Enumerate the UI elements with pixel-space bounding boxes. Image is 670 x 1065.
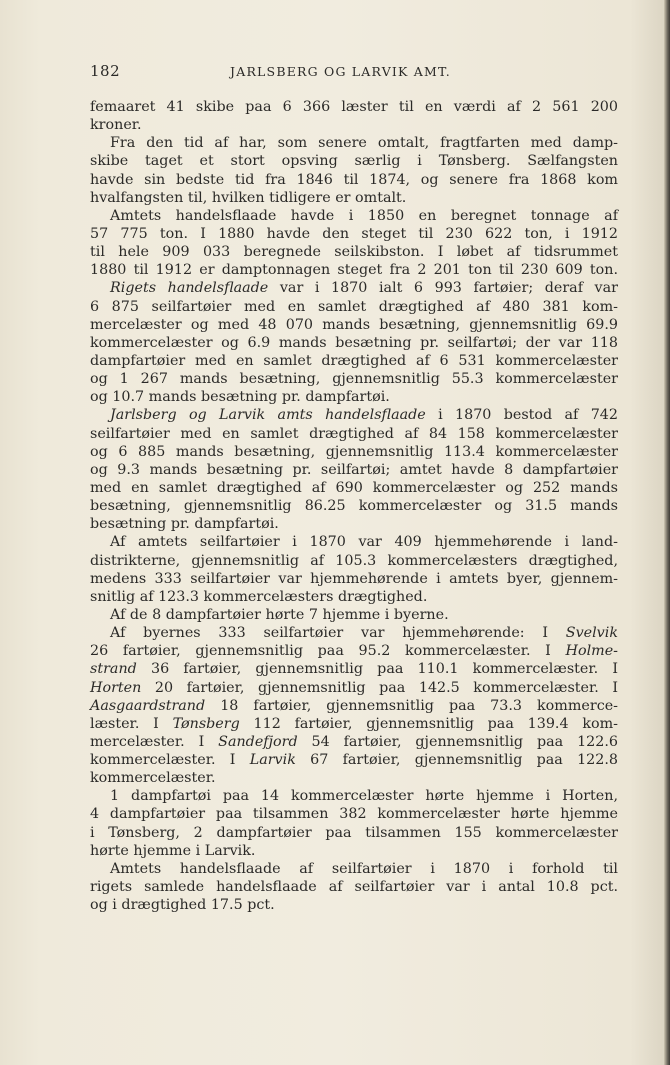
text-line: og i drægtighed 17.5 pct. — [90, 897, 275, 914]
text-line — [90, 697, 618, 715]
text-line: kommercelæster og 6.9 mands besætning pr. seilfartøi; der var 118 — [90, 334, 618, 351]
text-line: femaaret 41 skibe paa 6 366 læster til en værdi af 2 561 200 — [90, 99, 618, 115]
page-edge — [664, 0, 670, 1065]
text-line: besætning, gjennemsnitlig 86.25 kommercelæster og 31.5 mands — [90, 498, 618, 515]
italic-phrase: Jarlsberg og Larvik amts handelsflaade — [110, 407, 426, 424]
line-remainder: 67 fartøier, gjennemsnitlig paa 122.8 — [295, 752, 619, 769]
line-remainder: 112 fartøier, gjennemsnitlig paa 139.4 kom- — [239, 715, 618, 732]
text-line: havde sin bedste tid fra 1846 til 1874, og senere fra 1868 kom — [90, 171, 618, 188]
line-remainder: 18 fartøier, gjennemsnitlig paa 73.3 kommerce- — [205, 697, 618, 714]
text-line — [90, 733, 618, 751]
text-line — [90, 660, 618, 678]
text-line: og 6 885 mands besætning, gjennemsnitlig 113.4 kommercelæster — [90, 443, 618, 460]
italic-phrase: Rigets handelsflaade — [110, 280, 269, 297]
line-text: mercelæster. I — [90, 733, 219, 750]
italic-phrase: Larvik — [249, 752, 296, 769]
text-line: Af amtets seilfartøier i 1870 var 409 hjemmehørende i land- — [110, 534, 618, 551]
line-remainder: i 1870 bestod af 742 — [425, 407, 618, 424]
text-line: 57 775 ton. I 1880 havde den steget til 230 622 ton, i 1912 — [90, 225, 618, 242]
text-line: til hele 909 033 beregnede seilskibston. I løbet af tidsrummet — [90, 244, 618, 261]
text-line: Af de 8 dampfartøier hørte 7 hjemme i byerne. — [110, 606, 449, 623]
text-line: snitlig af 123.3 kommercelæsters drægtighed. — [90, 588, 428, 605]
text-line: mercelæster og med 48 070 mands besætning, gjennemsnitlig 69.9 — [90, 316, 618, 333]
line-remainder: 20 fartøier, gjennemsnitlig paa 142.5 kommercelæster. I — [141, 679, 618, 696]
text-line: med en samlet drægtighed af 690 kommercelæster og 252 mands — [90, 479, 618, 496]
text-line — [90, 751, 618, 769]
italic-phrase: Horten — [90, 679, 142, 696]
line-text: 26 fartøier, gjennemsnitlig paa 95.2 kommercelæster. I — [90, 643, 566, 660]
line-text: kommercelæster. I — [90, 752, 250, 769]
body-text — [90, 98, 618, 914]
text-line: Amtets handelsflaade af seilfartøier i 1870 i forhold til — [110, 860, 618, 877]
text-line: dampfartøier med en samlet drægtighed af 6 531 kommercelæster — [90, 352, 618, 369]
italic-phrase: Aasgaardstrand — [90, 697, 206, 714]
text-line: Fra den tid af har, som senere omtalt, fragtfarten med damp- — [110, 135, 618, 152]
italic-phrase: strand — [90, 661, 137, 678]
text-line: 1880 til 1912 er damptonnagen steget fra 2 201 ton til 230 609 ton. — [90, 262, 618, 279]
line-text: Af byernes 333 seilfartøier var hjemmehørende: I — [110, 625, 566, 642]
text-line — [90, 624, 618, 642]
text-line — [90, 679, 618, 697]
text-line — [90, 715, 618, 733]
text-line — [90, 406, 618, 424]
italic-phrase: Holme- — [565, 643, 618, 660]
line-remainder: 36 fartøier, gjennemsnitlig paa 110.1 kommercelæster. I — [136, 661, 618, 678]
line-remainder: 54 fartøier, gjennemsnitlig paa 122.6 — [297, 733, 618, 750]
text-line: 4 dampfartøier paa tilsammen 382 kommercelæster hørte hjemme — [90, 806, 618, 823]
text-line: Amtets handelsflaade havde i 1850 en beregnet tonnage af — [110, 207, 618, 224]
text-line — [90, 642, 618, 660]
line-text: læster. I — [90, 715, 173, 732]
text-line: 1 dampfartøi paa 14 kommercelæster hørte hjemme i Horten, — [110, 788, 618, 805]
text-line: og 10.7 mands besætning pr. dampfartøi. — [90, 389, 390, 406]
text-line — [90, 279, 618, 297]
text-line: medens 333 seilfartøier var hjemmehørende i amtets byer, gjennem- — [90, 570, 618, 587]
text-line: kommercelæster. — [90, 770, 216, 787]
text-line: og 1 267 mands besætning, gjennemsnitlig 55.3 kommercelæster — [90, 371, 618, 388]
line-remainder: var i 1870 ialt 6 993 fartøier; deraf var — [268, 280, 618, 297]
text-line: hørte hjemme i Larvik. — [90, 842, 256, 859]
italic-phrase: Sandefjord — [218, 733, 298, 750]
text-line: distrikterne, gjennemsnitlig af 105.3 kommercelæsters drægtighed, — [90, 552, 618, 569]
text-line: rigets samlede handelsflaade af seilfartøier var i antal 10.8 pct. — [90, 879, 618, 896]
page-number: 182 — [90, 62, 121, 80]
text-line: seilfartøier med en samlet drægtighed af 84 158 kommercelæster — [90, 425, 618, 442]
text-line: kroner. — [90, 117, 142, 134]
italic-phrase: Tønsberg — [172, 715, 240, 732]
page-header — [90, 62, 643, 86]
text-line: i Tønsberg, 2 dampfartøier paa tilsammen 155 kommercelæster — [90, 824, 618, 841]
running-title: JARLSBERG OG LARVIK AMT. — [230, 64, 451, 79]
text-line: og 9.3 mands besætning pr. seilfartøi; amtet havde 8 dampfartøier — [90, 461, 618, 478]
text-line: hvalfangsten til, hvilken tidligere er omtalt. — [90, 189, 407, 206]
text-line: besætning pr. dampfartøi. — [90, 516, 279, 533]
text-line: 6 875 seilfartøier med en samlet drægtighed af 480 381 kom- — [90, 298, 618, 315]
text-line: skibe taget et stort opsving særlig i Tønsberg. Sælfangsten — [90, 153, 618, 170]
italic-phrase: Svelvik — [565, 625, 618, 642]
